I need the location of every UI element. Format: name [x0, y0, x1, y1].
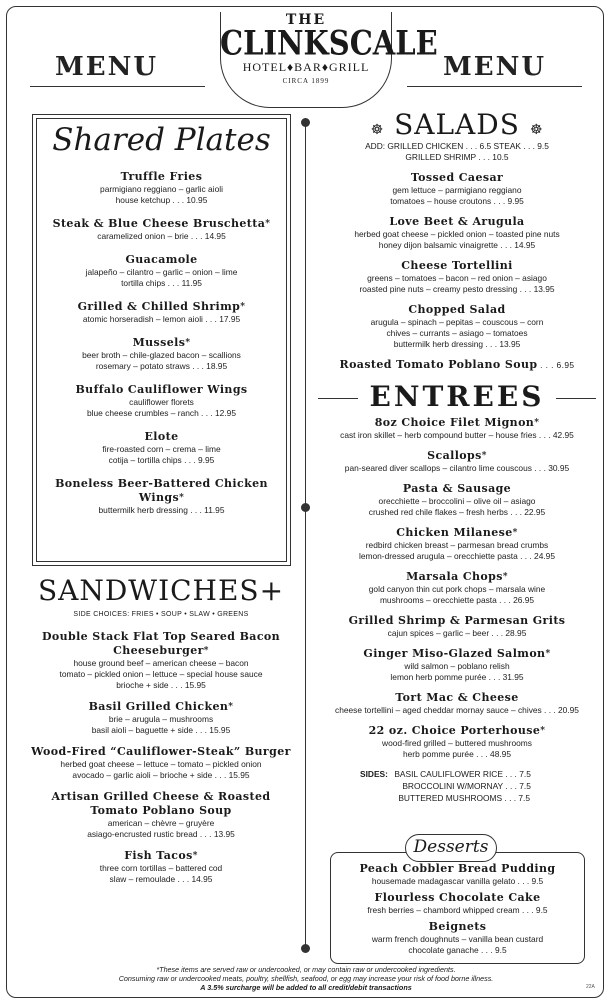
side-item: BASIL CAULIFLOWER RICE . . . 7.5 [394, 769, 531, 779]
item-name-text: Marsala Chops [406, 570, 503, 583]
side-item: BROCCOLINI W/MORNAY . . . 7.5 [402, 781, 531, 791]
menu-item [36, 217, 287, 242]
menu-item-description: rosemary – potato straws . . . 18.95 [95, 361, 228, 371]
raw-warning-star: * [502, 572, 508, 582]
menu-item-name [312, 303, 602, 317]
menu-item-description: cast iron skillet – herb compound butter – house fries . . . 42.95 [340, 430, 574, 440]
menu-item [36, 477, 287, 516]
menu-item [30, 849, 292, 885]
desserts-list [332, 862, 583, 956]
menu-item-description: basil aioli – baguette + side . . . 15.95 [91, 725, 231, 735]
menu-item-description: avocado – garlic aioli – brioche + side . . . 15.95 [72, 770, 250, 780]
menu-item-description: cajun spices – garlic – beer . . . 28.95 [387, 628, 527, 638]
menu-item-name [312, 691, 602, 705]
menu-item-name [36, 253, 287, 267]
raw-warning-star: * [265, 219, 271, 229]
sandwiches-section [30, 574, 292, 894]
entrees-list [312, 416, 602, 760]
raw-warning-star: * [545, 649, 551, 659]
menu-item-description: gold canyon thin cut pork chops – marsala wine [368, 584, 546, 594]
menu-item [312, 482, 602, 518]
item-name-text: Elote [144, 430, 179, 443]
entrees-title: ENTREES [369, 380, 545, 413]
menu-item-description: brie – arugula – mushrooms [108, 714, 214, 724]
menu-item-name [30, 700, 292, 714]
menu-item-name [312, 724, 602, 738]
item-name-text: Cheese Tortellini [401, 259, 513, 272]
item-name-text: Boneless Beer-Battered Chicken Wings [55, 477, 268, 504]
item-name-text: 22 oz. Choice Porterhouse [368, 724, 541, 737]
menu-item-description: buttermilk herb dressing . . . 13.95 [393, 339, 521, 349]
menu-item-description: wood-fired grilled – buttered mushrooms [382, 738, 532, 748]
menu-item-description: jalapeño – cilantro – garlic – onion – lime [85, 267, 238, 277]
item-name-text: Tossed Caesar [410, 171, 504, 184]
sandwiches-list [30, 630, 292, 885]
header-rule-right [407, 86, 582, 87]
menu-item-name [36, 477, 287, 505]
menu-item [312, 259, 602, 295]
item-name-text: Buffalo Cauliflower Wings [75, 383, 248, 396]
item-name-text: Ginger Miso-Glazed Salmon [363, 647, 546, 660]
item-name-text: Basil Grilled Chicken [88, 700, 229, 713]
divider-dot-middle [301, 503, 310, 512]
salad-add-ons [312, 141, 602, 163]
menu-item-description: tomatoes – house croutons . . . 9.95 [390, 196, 524, 206]
sandwich-side-choices: SIDE CHOICES: FRIES • SOUP • SLAW • GREENS [73, 611, 249, 618]
menu-item-name [312, 526, 602, 540]
entrees-section [312, 416, 602, 804]
raw-warning-star: * [192, 851, 198, 861]
sparkle-icon-right: ☸ [529, 122, 544, 138]
menu-item [30, 630, 292, 691]
menu-item-name [312, 449, 602, 463]
menu-item-description: lemon herb pomme purée . . . 31.95 [390, 672, 524, 682]
menu-item-description: wild salmon – poblano relish [404, 661, 510, 671]
menu-item-description: tortilla chips . . . 11.95 [121, 278, 202, 288]
menu-item-description: warm french doughnuts – vanilla bean custard [371, 934, 544, 944]
menu-item-description: parmigiano reggiano – garlic aioli [100, 184, 223, 194]
menu-item-description: caramelized onion – brie . . . 14.95 [97, 231, 226, 241]
header-rule-left [30, 86, 205, 87]
menu-item [312, 526, 602, 562]
item-name-text: Scallops [427, 449, 482, 462]
menu-item-name [30, 630, 292, 658]
sparkle-icon-left: ☸ [370, 122, 385, 138]
menu-item-name [332, 920, 583, 934]
menu-item-description: redbird chicken breast – parmesan bread crumbs [365, 540, 549, 550]
menu-item-description: house ground beef – american cheese – bacon [73, 658, 249, 668]
footnote-surcharge [30, 983, 582, 992]
item-name-text: Guacamole [125, 253, 198, 266]
menu-item-description: asiago-encrusted rustic bread . . . 13.95 [87, 829, 235, 839]
menu-item-description: fire-roasted corn – crema – lime [102, 444, 221, 454]
menu-item-name [36, 300, 287, 314]
item-name-text: Mussels [132, 336, 186, 349]
item-name-text: 8oz Choice Filet Mignon [374, 416, 535, 429]
menu-item [312, 358, 602, 372]
menu-item-description: arugula – spinach – pepitas – couscous – corn [370, 317, 544, 327]
menu-item-name [312, 215, 602, 229]
menu-item [30, 790, 292, 840]
menu-item [312, 691, 602, 716]
menu-item-description: herbed goat cheese – lettuce – tomato – pickled onion [60, 759, 262, 769]
menu-item-description: pan-seared diver scallops – cilantro lime couscous . . . 30.95 [344, 463, 570, 473]
item-name-text: Beignets [428, 920, 487, 933]
divider-dot-bottom [301, 944, 310, 953]
sides-label: SIDES: [360, 769, 388, 779]
menu-item-name [30, 745, 292, 759]
footnote [30, 965, 582, 992]
menu-item [36, 300, 287, 325]
logo-established: CIRCA 1899 [282, 77, 330, 85]
item-name-text: Chopped Salad [408, 303, 506, 316]
menu-item [312, 647, 602, 683]
menu-item-description: blue cheese crumbles – ranch . . . 12.95 [87, 408, 236, 418]
sides-list [394, 768, 531, 804]
menu-item-description: three corn tortillas – battered cod [99, 863, 223, 873]
item-name-text: Peach Cobbler Bread Pudding [359, 862, 556, 875]
divider-dot-top [301, 118, 310, 127]
menu-item-description: brioche + side . . . 15.95 [116, 680, 206, 690]
menu-item-description: herb pomme purée . . . 48.95 [402, 749, 511, 759]
side-item: BUTTERED MUSHROOMS . . . 7.5 [398, 793, 531, 803]
menu-item [36, 383, 287, 419]
menu-item-description: fresh berries – chambord whipped cream . . . 9.5 [367, 905, 548, 915]
menu-item-name [312, 171, 602, 185]
menu-item-description: gem lettuce – parmigiano reggiano [392, 185, 522, 195]
menu-item-name [312, 416, 602, 430]
item-name-text: Love Beet & Arugula [389, 215, 525, 228]
menu-item-description: buttermilk herb dressing . . . 11.95 [98, 505, 225, 515]
raw-warning-star: * [240, 302, 246, 312]
menu-item-description: orecchiette – broccolini – olive oil – asiago [378, 496, 536, 506]
menu-item-name [332, 862, 583, 876]
page-code: 22Α [586, 984, 595, 990]
item-name-text: Wood-Fired “Cauliflower-Steak” Burger [31, 745, 291, 758]
item-name-text: Grilled & Chilled Shrimp [77, 300, 241, 313]
menu-item-description: chives – currants – asiago – tomatoes [386, 328, 528, 338]
shared-plates-section [36, 122, 287, 527]
menu-item [312, 570, 602, 606]
menu-item-description: cauliflower florets [129, 397, 194, 407]
footnote-consumption-warning: Consuming raw or undercooked meats, poultry, shellfish, seafood, or egg may increase your risk of food borne illness. [118, 974, 494, 983]
clinkscale-logo [220, 12, 438, 104]
salads-title-row [312, 108, 602, 141]
raw-warning-star: * [512, 528, 518, 538]
salad-add-line-1: ADD: GRILLED CHICKEN . . . 6.5 STEAK . . . 9.5 [365, 141, 549, 151]
item-name-text: Steak & Blue Cheese Bruschetta [52, 217, 266, 230]
menu-item-name [36, 383, 287, 397]
menu-item [36, 253, 287, 289]
salads-list [312, 171, 602, 372]
menu-item [312, 303, 602, 350]
entree-sides [312, 768, 602, 804]
footnote-raw-warning: *These items are served raw or undercooked, or may contain raw or undercooked ingredients. [156, 965, 456, 974]
salads-title: SALADS [394, 108, 520, 141]
menu-item-description: american – chèvre – gruyère [107, 818, 215, 828]
menu-item-name [312, 482, 602, 496]
raw-warning-star: * [179, 493, 185, 503]
desserts-section [332, 862, 583, 960]
menu-item [30, 745, 292, 781]
item-name-text: Artisan Grilled Cheese & Roasted Tomato Poblano Soup [51, 790, 271, 817]
menu-item [312, 416, 602, 441]
menu-item-description: herbed goat cheese – pickled onion – toasted pine nuts [354, 229, 560, 239]
raw-warning-star: * [185, 338, 191, 348]
shared-plates-title: Shared Plates [52, 122, 271, 158]
raw-warning-star: * [481, 451, 487, 461]
menu-item-description: crushed red chile flakes – fresh herbs . . . 22.95 [368, 507, 546, 517]
menu-item [312, 215, 602, 251]
menu-item [312, 614, 602, 639]
menu-item-description: chocolate ganache . . . 9.5 [408, 945, 507, 955]
menu-item [312, 724, 602, 760]
menu-item-description: tomato – pickled onion – lettuce – special house sauce [59, 669, 263, 679]
menu-item [30, 700, 292, 736]
menu-item-name [312, 358, 602, 372]
menu-item-name [30, 849, 292, 863]
logo-the: THE [285, 12, 327, 28]
raw-warning-star: * [534, 418, 540, 428]
item-price: . . . 6.95 [537, 360, 575, 370]
menu-item [332, 891, 583, 916]
menu-item-name [312, 647, 602, 661]
center-divider [305, 118, 306, 948]
menu-item-name [36, 336, 287, 350]
menu-item-description: lemon-dressed arugula – orecchiette pasta . . . 24.95 [359, 551, 555, 561]
desserts-title: Desserts [405, 834, 497, 862]
raw-warning-star: * [203, 646, 209, 656]
menu-item-description: roasted pine nuts – creamy pesto dressing . . . 13.95 [359, 284, 555, 294]
item-name-text: Grilled Shrimp & Parmesan Grits [348, 614, 566, 627]
menu-item [312, 171, 602, 207]
item-name-text: Chicken Milanese [396, 526, 513, 539]
menu-item-description: mushrooms – orecchiette pasta . . . 26.95 [379, 595, 535, 605]
menu-item [36, 170, 287, 206]
menu-item-name [312, 259, 602, 273]
menu-item-description: beer broth – chile-glazed bacon – scallions [82, 350, 241, 360]
item-name-text: Fish Tacos [124, 849, 193, 862]
menu-item-description: atomic horseradish – lemon aioli . . . 17.95 [82, 314, 241, 324]
salad-add-line-2: GRILLED SHRIMP . . . 10.5 [405, 152, 509, 162]
sandwiches-title: SANDWICHES+ [37, 574, 285, 607]
menu-item-description: slaw – remoulade . . . 14.95 [109, 874, 213, 884]
menu-item-description: house ketchup . . . 10.95 [115, 195, 208, 205]
menu-item-name [36, 217, 287, 231]
menu-item-description: greens – tomatoes – bacon – red onion – asiago [367, 273, 547, 283]
item-name-text: Pasta & Sausage [402, 482, 512, 495]
menu-item [332, 862, 583, 887]
menu-item [36, 430, 287, 466]
item-name-text: Truffle Fries [120, 170, 203, 183]
salads-section [312, 108, 602, 380]
raw-warning-star: * [540, 726, 546, 736]
menu-item-name [36, 170, 287, 184]
menu-item-name [312, 570, 602, 584]
item-name-text: Flourless Chocolate Cake [374, 891, 541, 904]
logo-name: CLINKSCALE [220, 23, 438, 63]
menu-item [312, 449, 602, 474]
menu-heading-left: MENU [55, 52, 159, 82]
menu-item-name [332, 891, 583, 905]
menu-item [36, 336, 287, 372]
menu-item [332, 920, 583, 956]
item-name-text: Roasted Tomato Poblano Soup [339, 358, 538, 371]
menu-item-description: housemade madagascar vanilla gelato . . . 9.5 [371, 876, 544, 886]
footnote-surcharge-text: A 3.5% surcharge will be added to all credit/debit transactions [200, 983, 412, 992]
shared-plates-list [36, 170, 287, 516]
item-name-text: Tort Mac & Cheese [395, 691, 519, 704]
raw-warning-star: * [228, 702, 234, 712]
menu-item-name [30, 790, 292, 818]
menu-item-description: honey dijon balsamic vinaigrette . . . 14.95 [378, 240, 536, 250]
menu-item-description: cheese tortellini – aged cheddar mornay sauce – chives . . . 20.95 [335, 705, 579, 715]
menu-item-description: cotija – tortilla chips . . . 9.95 [108, 455, 215, 465]
logo-subtitle: HOTEL♦BAR♦GRILL [242, 60, 370, 74]
item-name-text: Double Stack Flat Top Seared Bacon Cheeseburger [41, 630, 281, 657]
menu-heading-right: MENU [443, 52, 547, 82]
menu-item-name [312, 614, 602, 628]
menu-item-name [36, 430, 287, 444]
